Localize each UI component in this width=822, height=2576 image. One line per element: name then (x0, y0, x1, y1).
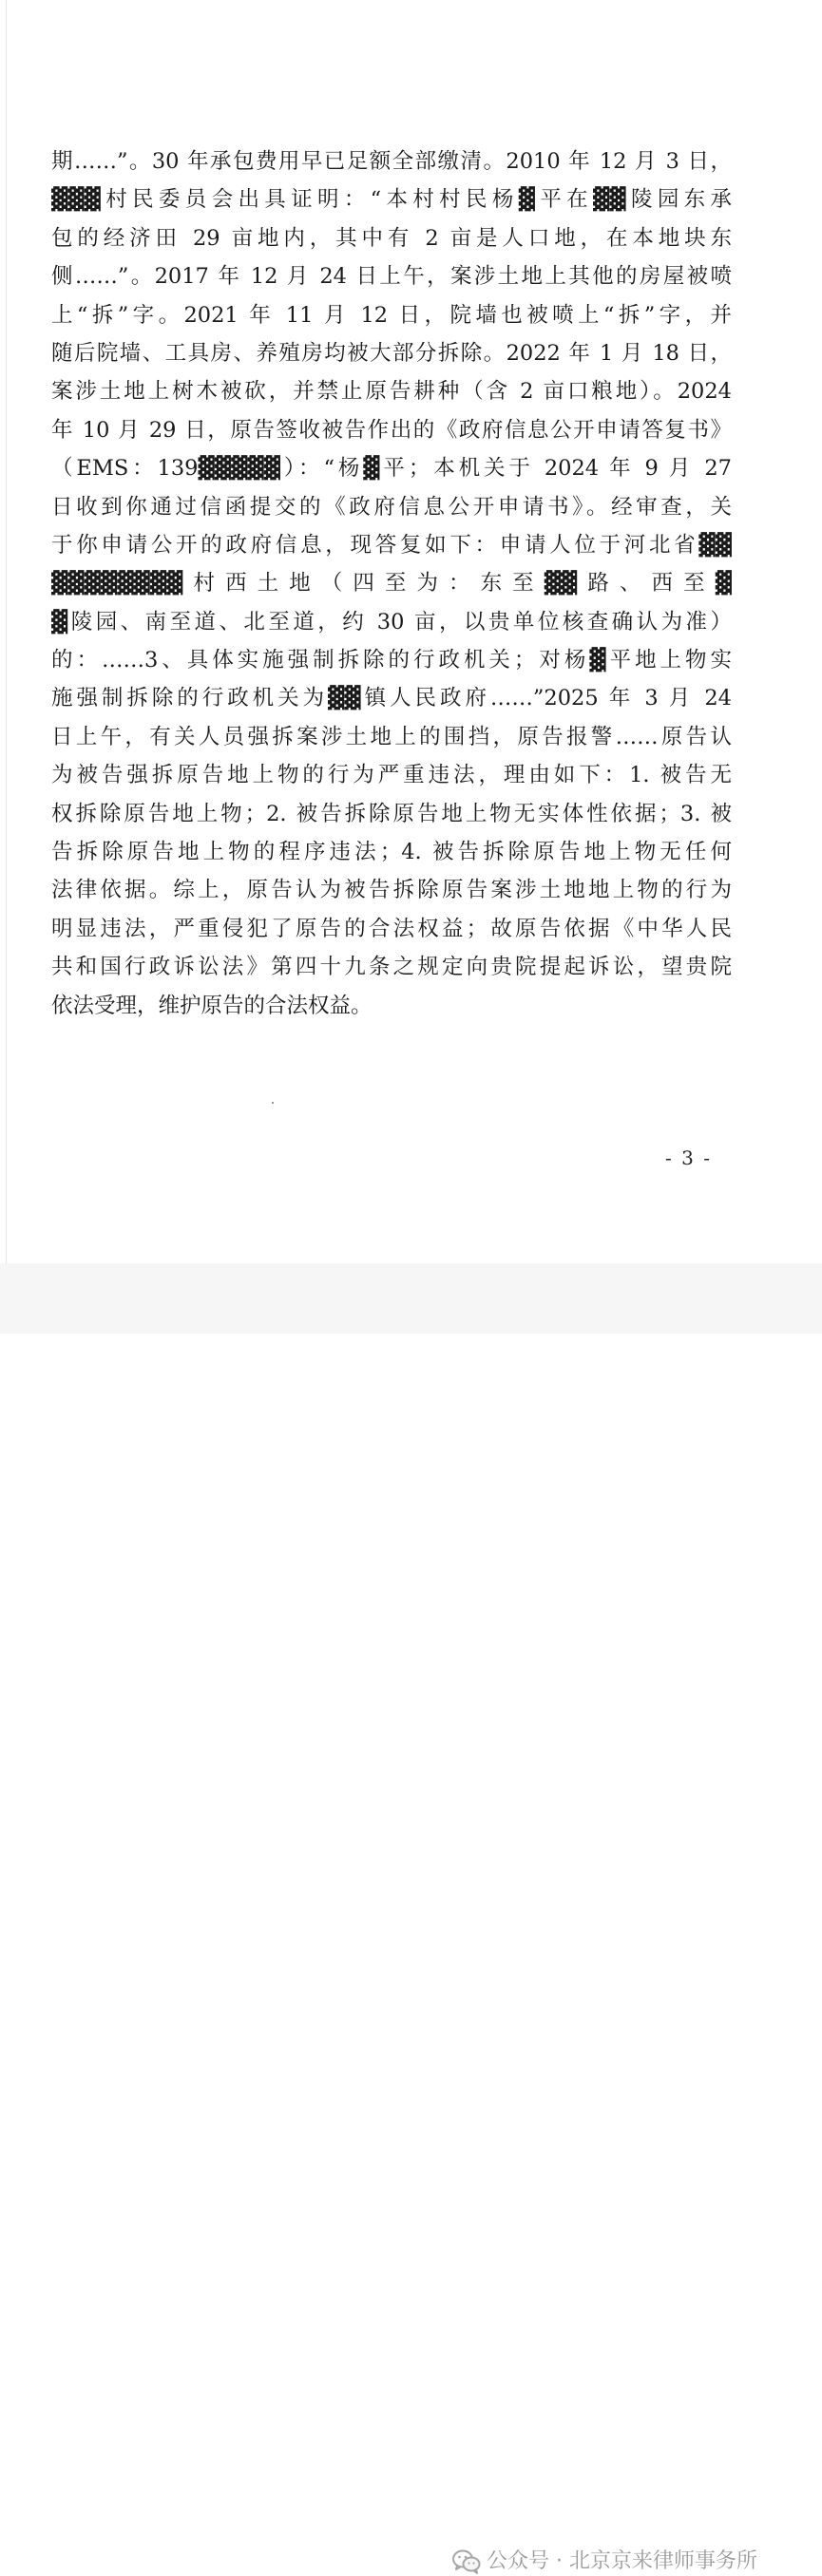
text-line: 依法受理，维护原告的合法权益。 (51, 993, 373, 1018)
text-line: （EMS：139▓▓▓▓▓）：“杨▓平；本机关于 2024 年 9 月 27 (51, 456, 732, 482)
stray-mark (272, 1102, 274, 1104)
text-line: 权拆除原告地上物；2. 被告拆除原告地上物无实体性依据；3. 被 (51, 801, 732, 826)
page-edge (6, 0, 7, 1263)
text-line: 施强制拆除的行政机关为▓▓镇人民政府……”2025 年 3 月 24 (51, 686, 732, 711)
text-line: ▓▓▓村民委员会出具证明：“本村村民杨▓平在▓▓陵园东承 (51, 187, 732, 213)
text-line: 随后院墙、工具房、养殖房均被大部分拆除。2022 年 1 月 18 日， (51, 340, 732, 366)
account-name: 公众号 · 北京京来律师事务所 (487, 2549, 757, 2573)
text-line: 日上午，有关人员强拆案涉土地上的围挡，原告报警……原告认 (51, 724, 732, 749)
text-line: 明显违法，严重侵犯了原告的合法权益；故原告依据《中华人民 (51, 916, 732, 941)
text-line: 期……”。30 年承包费用早已足额全部缴清。2010 年 12 月 3 日， (51, 149, 732, 174)
document-body (51, 142, 732, 1025)
text-line: ▓▓▓▓▓▓▓▓村西土地（四至为：东至▓▓路、西至▓ (51, 571, 732, 597)
text-line: 日收到你通过信函提交的《政府信息公开申请书》。经审查，关 (51, 494, 732, 520)
wechat-footer (0, 1263, 822, 2573)
text-line: 侧……”。2017 年 12 月 24 日上午，案涉土地上其他的房屋被喷 (51, 264, 732, 290)
text-line: ▓陵园、南至道、北至道，约 30 亩，以贵单位核查确认为准） (51, 609, 732, 635)
text-line: 共和国行政诉讼法》第四十九条之规定向贵院提起诉讼，望贵院 (51, 955, 732, 980)
text-line: 包的经济田 29 亩地内，其中有 2 亩是人口地，在本地块东 (51, 225, 732, 251)
page-number: - 3 - (665, 1146, 712, 1169)
text-line: 的：……3、具体实施强制拆除的行政机关；对杨▓平地上物实 (51, 648, 732, 673)
text-line: 上“拆”字。2021 年 11 月 12 日，院墙也被喷上“拆”字，并 (51, 302, 732, 328)
document-page (0, 0, 822, 1263)
text-line: 年 10 月 29 日，原告签收被告作出的《政府信息公开申请答复书》 (51, 417, 732, 443)
wechat-icon (452, 2549, 481, 2574)
text-line: 案涉土地上树木被砍，并禁止原告耕种（含 2 亩口粮地）。2024 (51, 379, 732, 405)
text-line: 为被告强拆原告地上物的行为严重违法，理由如下：1. 被告无 (51, 763, 732, 788)
text-line: 告拆除原告地上物的程序违法；4. 被告拆除原告地上物无任何 (51, 840, 732, 865)
text-line: 法律依据。综上，原告认为被告拆除原告案涉土地地上物的行为 (51, 878, 732, 903)
text-line: 于你申请公开的政府信息，现答复如下：申请人位于河北省▓▓ (51, 532, 732, 558)
